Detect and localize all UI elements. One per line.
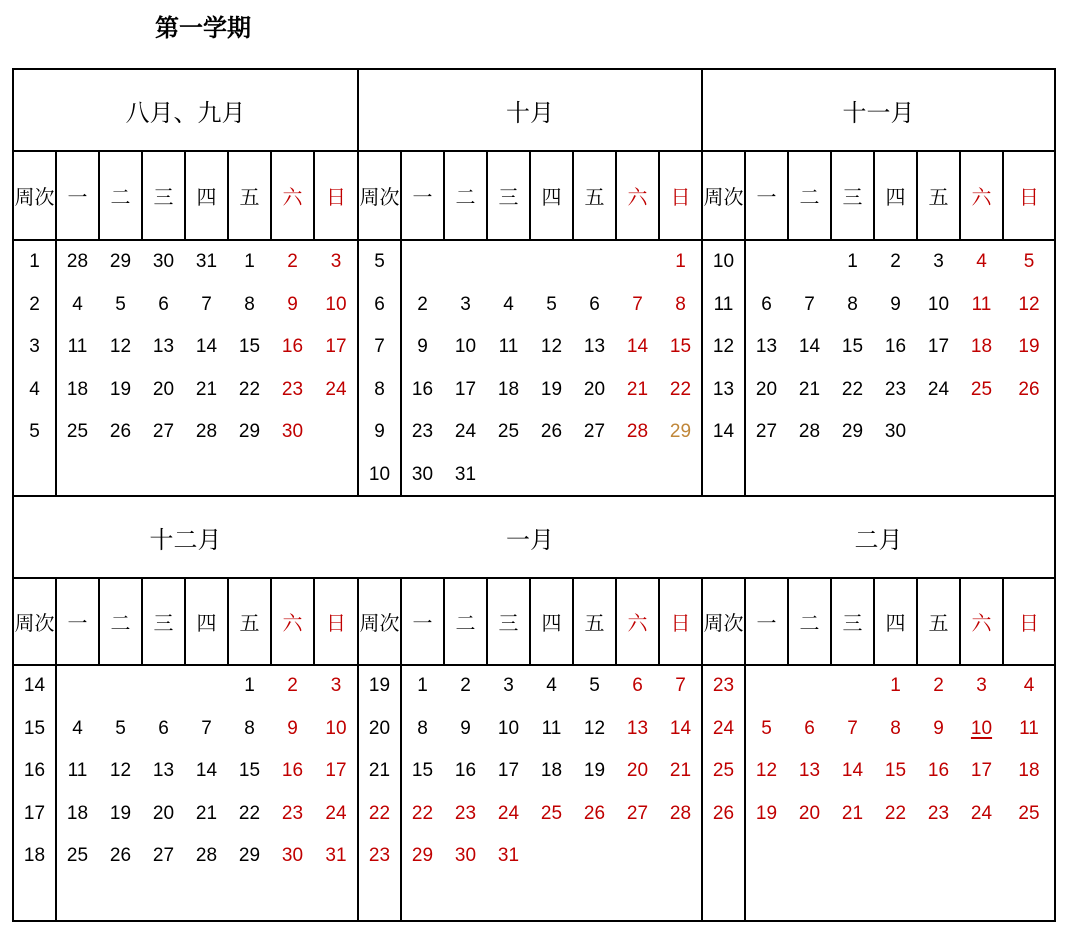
date-cell: 10 bbox=[325, 293, 347, 315]
date-cell: 15 bbox=[884, 760, 907, 782]
date-cell: 1 bbox=[417, 675, 428, 697]
grid-line bbox=[12, 920, 1056, 922]
weekday-header: 五 bbox=[584, 611, 605, 635]
month-header: 十一月 bbox=[842, 98, 915, 127]
date-cell: 8 bbox=[675, 293, 686, 315]
date-cell: 4 bbox=[72, 293, 83, 315]
date-cell: 23 bbox=[884, 378, 907, 400]
date-cell: 23 bbox=[927, 802, 950, 824]
weekday-header: 六 bbox=[971, 185, 992, 209]
weekday-header: 二 bbox=[799, 185, 820, 209]
weekday-header: 一 bbox=[67, 611, 88, 635]
date-cell: 3 bbox=[330, 251, 342, 273]
date-cell: 13 bbox=[798, 760, 821, 782]
weekday-header: 五 bbox=[239, 185, 260, 209]
date-cell: 14 bbox=[195, 336, 218, 358]
weekday-header: 六 bbox=[971, 611, 992, 635]
date-cell: 24 bbox=[927, 378, 950, 400]
date-cell: 22 bbox=[884, 802, 907, 824]
week-number: 23 bbox=[368, 845, 391, 867]
week-number-header: 周次 bbox=[14, 185, 55, 209]
date-cell: 9 bbox=[933, 717, 944, 739]
month-header: 一月 bbox=[506, 525, 554, 554]
weekday-header: 三 bbox=[153, 611, 174, 635]
date-cell: 27 bbox=[152, 421, 175, 443]
weekday-header: 一 bbox=[412, 185, 433, 209]
weekday-header: 四 bbox=[885, 185, 906, 209]
date-cell: 15 bbox=[238, 336, 261, 358]
date-cell: 28 bbox=[66, 251, 89, 273]
date-cell: 28 bbox=[195, 845, 218, 867]
date-cell: 28 bbox=[798, 421, 821, 443]
date-cell: 29 bbox=[109, 251, 132, 273]
week-number-header: 周次 bbox=[703, 611, 744, 635]
date-cell: 30 bbox=[411, 463, 434, 485]
date-cell: 22 bbox=[841, 378, 864, 400]
date-cell: 5 bbox=[115, 293, 126, 315]
date-cell: 16 bbox=[454, 760, 477, 782]
date-cell: 10 bbox=[325, 717, 347, 739]
weekday-header: 四 bbox=[541, 611, 562, 635]
date-cell: 4 bbox=[503, 293, 514, 315]
date-cell: 13 bbox=[583, 336, 606, 358]
date-cell: 5 bbox=[1023, 251, 1035, 273]
date-cell: 27 bbox=[152, 845, 175, 867]
date-cell: 31 bbox=[454, 463, 477, 485]
date-cell: 1 bbox=[244, 251, 255, 273]
date-cell: 15 bbox=[841, 336, 864, 358]
date-cell: 24 bbox=[970, 802, 993, 824]
date-cell: 21 bbox=[626, 378, 649, 400]
weekday-header: 二 bbox=[799, 611, 820, 635]
week-number: 17 bbox=[23, 802, 46, 824]
week-number: 25 bbox=[712, 760, 735, 782]
date-cell: 11 bbox=[541, 717, 562, 739]
date-cell: 4 bbox=[1023, 675, 1035, 697]
date-cell: 22 bbox=[411, 802, 434, 824]
date-cell: 7 bbox=[675, 675, 686, 697]
week-number: 16 bbox=[23, 760, 46, 782]
date-cell: 29 bbox=[669, 421, 692, 443]
date-cell: 5 bbox=[589, 675, 600, 697]
date-cell: 15 bbox=[669, 336, 692, 358]
date-cell: 9 bbox=[417, 336, 428, 358]
date-cell: 12 bbox=[109, 760, 132, 782]
date-cell: 20 bbox=[583, 378, 606, 400]
date-cell: 30 bbox=[281, 421, 304, 443]
date-cell: 25 bbox=[540, 802, 563, 824]
date-cell: 5 bbox=[761, 717, 772, 739]
date-cell: 6 bbox=[804, 717, 815, 739]
page-title: 第一学期 bbox=[155, 13, 251, 42]
date-cell: 9 bbox=[287, 717, 298, 739]
weekday-header: 五 bbox=[584, 185, 605, 209]
weekday-header: 三 bbox=[498, 611, 519, 635]
weekday-header: 日 bbox=[326, 611, 346, 635]
week-number: 22 bbox=[368, 802, 391, 824]
weekday-header: 四 bbox=[196, 185, 217, 209]
date-cell: 14 bbox=[669, 717, 692, 739]
date-cell: 11 bbox=[1019, 717, 1039, 739]
date-cell: 19 bbox=[540, 378, 563, 400]
date-cell: 10 bbox=[970, 717, 993, 739]
week-number-header: 周次 bbox=[359, 611, 400, 635]
date-cell: 31 bbox=[325, 845, 347, 867]
date-cell: 12 bbox=[755, 760, 778, 782]
week-number: 12 bbox=[712, 336, 735, 358]
weekday-header: 三 bbox=[153, 185, 174, 209]
date-cell: 3 bbox=[503, 675, 514, 697]
date-cell: 1 bbox=[847, 251, 858, 273]
date-cell: 11 bbox=[67, 336, 88, 358]
date-cell: 29 bbox=[841, 421, 864, 443]
date-cell: 10 bbox=[497, 717, 520, 739]
date-cell: 6 bbox=[589, 293, 600, 315]
week-number: 9 bbox=[374, 421, 385, 443]
week-number: 10 bbox=[368, 463, 391, 485]
date-cell: 3 bbox=[933, 251, 944, 273]
date-cell: 10 bbox=[927, 293, 950, 315]
weekday-header: 四 bbox=[885, 611, 906, 635]
date-cell: 12 bbox=[109, 336, 132, 358]
week-number: 10 bbox=[712, 251, 735, 273]
date-cell: 10 bbox=[454, 336, 477, 358]
date-cell: 1 bbox=[890, 675, 901, 697]
date-cell: 30 bbox=[884, 421, 907, 443]
month-header: 十二月 bbox=[149, 525, 222, 554]
date-cell: 2 bbox=[417, 293, 428, 315]
date-cell: 6 bbox=[158, 717, 169, 739]
date-cell: 3 bbox=[976, 675, 987, 697]
date-cell: 29 bbox=[238, 845, 261, 867]
date-cell: 15 bbox=[411, 760, 434, 782]
date-cell: 8 bbox=[244, 717, 255, 739]
week-number-header: 周次 bbox=[14, 611, 55, 635]
weekday-header: 五 bbox=[928, 185, 949, 209]
month-header: 十月 bbox=[506, 98, 554, 127]
date-cell: 18 bbox=[497, 378, 520, 400]
date-cell: 31 bbox=[497, 845, 520, 867]
date-cell: 25 bbox=[970, 378, 993, 400]
date-cell: 18 bbox=[970, 336, 993, 358]
date-cell: 17 bbox=[927, 336, 950, 358]
weekday-header: 六 bbox=[627, 185, 648, 209]
date-cell: 21 bbox=[669, 760, 692, 782]
date-cell: 24 bbox=[497, 802, 520, 824]
date-cell: 13 bbox=[755, 336, 778, 358]
date-cell: 5 bbox=[115, 717, 126, 739]
date-cell: 7 bbox=[201, 717, 212, 739]
week-number-header: 周次 bbox=[703, 185, 744, 209]
date-cell: 24 bbox=[325, 378, 347, 400]
date-cell: 26 bbox=[1018, 378, 1040, 400]
week-number: 2 bbox=[29, 293, 40, 315]
weekday-header: 五 bbox=[928, 611, 949, 635]
date-cell: 14 bbox=[626, 336, 649, 358]
week-number: 3 bbox=[29, 336, 40, 358]
date-cell: 24 bbox=[325, 802, 347, 824]
date-cell: 9 bbox=[287, 293, 298, 315]
date-cell: 16 bbox=[411, 378, 434, 400]
date-cell: 23 bbox=[454, 802, 477, 824]
date-cell: 19 bbox=[1018, 336, 1040, 358]
date-cell: 13 bbox=[152, 336, 175, 358]
week-number: 13 bbox=[712, 378, 735, 400]
date-cell: 6 bbox=[158, 293, 169, 315]
date-cell: 26 bbox=[540, 421, 563, 443]
date-cell: 12 bbox=[583, 717, 606, 739]
date-cell: 7 bbox=[847, 717, 858, 739]
date-cell: 9 bbox=[460, 717, 471, 739]
date-cell: 18 bbox=[66, 802, 89, 824]
date-cell: 7 bbox=[201, 293, 212, 315]
date-cell: 21 bbox=[841, 802, 864, 824]
date-cell: 14 bbox=[195, 760, 218, 782]
week-number: 20 bbox=[368, 717, 391, 739]
weekday-header: 二 bbox=[455, 185, 476, 209]
date-cell: 17 bbox=[325, 760, 347, 782]
date-cell: 23 bbox=[281, 378, 304, 400]
date-cell: 23 bbox=[281, 802, 304, 824]
date-cell: 29 bbox=[411, 845, 434, 867]
weekday-header: 二 bbox=[110, 611, 131, 635]
weekday-header: 日 bbox=[1019, 185, 1039, 209]
date-cell: 20 bbox=[152, 802, 175, 824]
date-cell: 14 bbox=[841, 760, 864, 782]
date-cell: 30 bbox=[454, 845, 477, 867]
date-cell: 20 bbox=[626, 760, 649, 782]
date-cell: 26 bbox=[109, 421, 132, 443]
week-number-header: 周次 bbox=[359, 185, 400, 209]
week-number: 21 bbox=[368, 760, 391, 782]
date-cell: 13 bbox=[152, 760, 175, 782]
week-number: 6 bbox=[374, 293, 385, 315]
week-number: 4 bbox=[29, 378, 40, 400]
date-cell: 27 bbox=[583, 421, 606, 443]
weekday-header: 二 bbox=[455, 611, 476, 635]
date-cell: 16 bbox=[281, 336, 304, 358]
date-cell: 1 bbox=[244, 675, 255, 697]
date-cell: 31 bbox=[195, 251, 218, 273]
date-cell: 9 bbox=[890, 293, 901, 315]
date-cell: 11 bbox=[971, 293, 992, 315]
date-cell: 22 bbox=[669, 378, 692, 400]
date-cell: 17 bbox=[325, 336, 347, 358]
date-cell: 26 bbox=[109, 845, 132, 867]
date-cell: 28 bbox=[669, 802, 692, 824]
date-cell: 2 bbox=[460, 675, 471, 697]
date-cell: 25 bbox=[66, 845, 89, 867]
weekday-header: 四 bbox=[196, 611, 217, 635]
weekday-header: 一 bbox=[756, 185, 777, 209]
date-cell: 22 bbox=[238, 802, 261, 824]
date-cell: 25 bbox=[66, 421, 89, 443]
date-cell: 5 bbox=[546, 293, 557, 315]
date-cell: 3 bbox=[330, 675, 342, 697]
date-cell: 19 bbox=[109, 802, 132, 824]
date-cell: 25 bbox=[1018, 802, 1040, 824]
date-cell: 21 bbox=[195, 378, 218, 400]
weekday-header: 三 bbox=[498, 185, 519, 209]
weekday-header: 日 bbox=[670, 185, 691, 209]
week-number: 26 bbox=[712, 802, 735, 824]
date-cell: 18 bbox=[1018, 760, 1040, 782]
date-cell: 14 bbox=[798, 336, 821, 358]
date-cell: 20 bbox=[152, 378, 175, 400]
week-number: 14 bbox=[23, 675, 46, 697]
date-cell: 2 bbox=[890, 251, 901, 273]
date-cell: 3 bbox=[460, 293, 471, 315]
date-cell: 22 bbox=[238, 378, 261, 400]
weekday-header: 五 bbox=[239, 611, 260, 635]
week-number: 5 bbox=[29, 421, 40, 443]
weekday-header: 日 bbox=[670, 611, 691, 635]
weekday-header: 四 bbox=[541, 185, 562, 209]
date-cell: 2 bbox=[287, 251, 298, 273]
date-cell: 6 bbox=[632, 675, 643, 697]
date-cell: 16 bbox=[927, 760, 950, 782]
weekday-header: 日 bbox=[1019, 611, 1039, 635]
date-cell: 7 bbox=[804, 293, 815, 315]
date-cell: 21 bbox=[798, 378, 821, 400]
weekday-header: 一 bbox=[412, 611, 433, 635]
date-cell: 8 bbox=[890, 717, 901, 739]
date-cell: 16 bbox=[281, 760, 304, 782]
weekday-header: 一 bbox=[67, 185, 88, 209]
date-cell: 2 bbox=[933, 675, 944, 697]
date-cell: 25 bbox=[497, 421, 520, 443]
date-cell: 8 bbox=[417, 717, 428, 739]
date-cell: 4 bbox=[976, 251, 987, 273]
date-cell: 12 bbox=[1018, 293, 1040, 315]
date-cell: 19 bbox=[583, 760, 606, 782]
weekday-header: 日 bbox=[326, 185, 346, 209]
week-number: 14 bbox=[712, 421, 735, 443]
date-cell: 6 bbox=[761, 293, 772, 315]
date-cell: 28 bbox=[626, 421, 649, 443]
date-cell: 19 bbox=[755, 802, 778, 824]
date-cell: 12 bbox=[540, 336, 563, 358]
date-cell: 1 bbox=[675, 251, 686, 273]
date-cell: 21 bbox=[195, 802, 218, 824]
date-cell: 4 bbox=[546, 675, 557, 697]
date-cell: 17 bbox=[497, 760, 520, 782]
date-cell: 27 bbox=[755, 421, 778, 443]
date-cell: 4 bbox=[72, 717, 83, 739]
week-number: 19 bbox=[368, 675, 391, 697]
weekday-header: 六 bbox=[282, 611, 303, 635]
date-cell: 8 bbox=[847, 293, 858, 315]
date-cell: 18 bbox=[540, 760, 563, 782]
month-header: 八月、九月 bbox=[125, 98, 246, 127]
date-cell: 27 bbox=[626, 802, 649, 824]
weekday-header: 二 bbox=[110, 185, 131, 209]
week-number: 5 bbox=[374, 251, 385, 273]
date-cell: 13 bbox=[626, 717, 649, 739]
date-cell: 30 bbox=[152, 251, 175, 273]
week-number: 8 bbox=[374, 378, 385, 400]
weekday-header: 六 bbox=[282, 185, 303, 209]
date-cell: 17 bbox=[454, 378, 477, 400]
weekday-header: 六 bbox=[627, 611, 648, 635]
week-number: 1 bbox=[29, 251, 40, 273]
date-cell: 7 bbox=[632, 293, 643, 315]
date-cell: 17 bbox=[970, 760, 993, 782]
week-number: 24 bbox=[712, 717, 735, 739]
date-cell: 16 bbox=[884, 336, 907, 358]
weekday-header: 三 bbox=[842, 185, 863, 209]
week-number: 15 bbox=[23, 717, 46, 739]
date-cell: 30 bbox=[281, 845, 304, 867]
date-cell: 26 bbox=[583, 802, 606, 824]
weekday-header: 一 bbox=[756, 611, 777, 635]
week-number: 11 bbox=[713, 293, 734, 315]
date-cell: 18 bbox=[66, 378, 89, 400]
date-cell: 15 bbox=[238, 760, 261, 782]
week-number: 7 bbox=[374, 336, 385, 358]
date-cell: 20 bbox=[798, 802, 821, 824]
week-number: 18 bbox=[23, 845, 46, 867]
date-cell: 28 bbox=[195, 421, 218, 443]
date-cell: 29 bbox=[238, 421, 261, 443]
date-cell: 2 bbox=[287, 675, 298, 697]
week-number: 23 bbox=[712, 675, 735, 697]
month-header: 二月 bbox=[854, 525, 903, 554]
date-cell: 23 bbox=[411, 421, 434, 443]
date-cell: 11 bbox=[67, 760, 88, 782]
date-cell: 24 bbox=[454, 421, 477, 443]
date-cell: 19 bbox=[109, 378, 132, 400]
date-cell: 11 bbox=[498, 336, 519, 358]
weekday-header: 三 bbox=[842, 611, 863, 635]
date-cell: 8 bbox=[244, 293, 255, 315]
date-cell: 20 bbox=[755, 378, 778, 400]
